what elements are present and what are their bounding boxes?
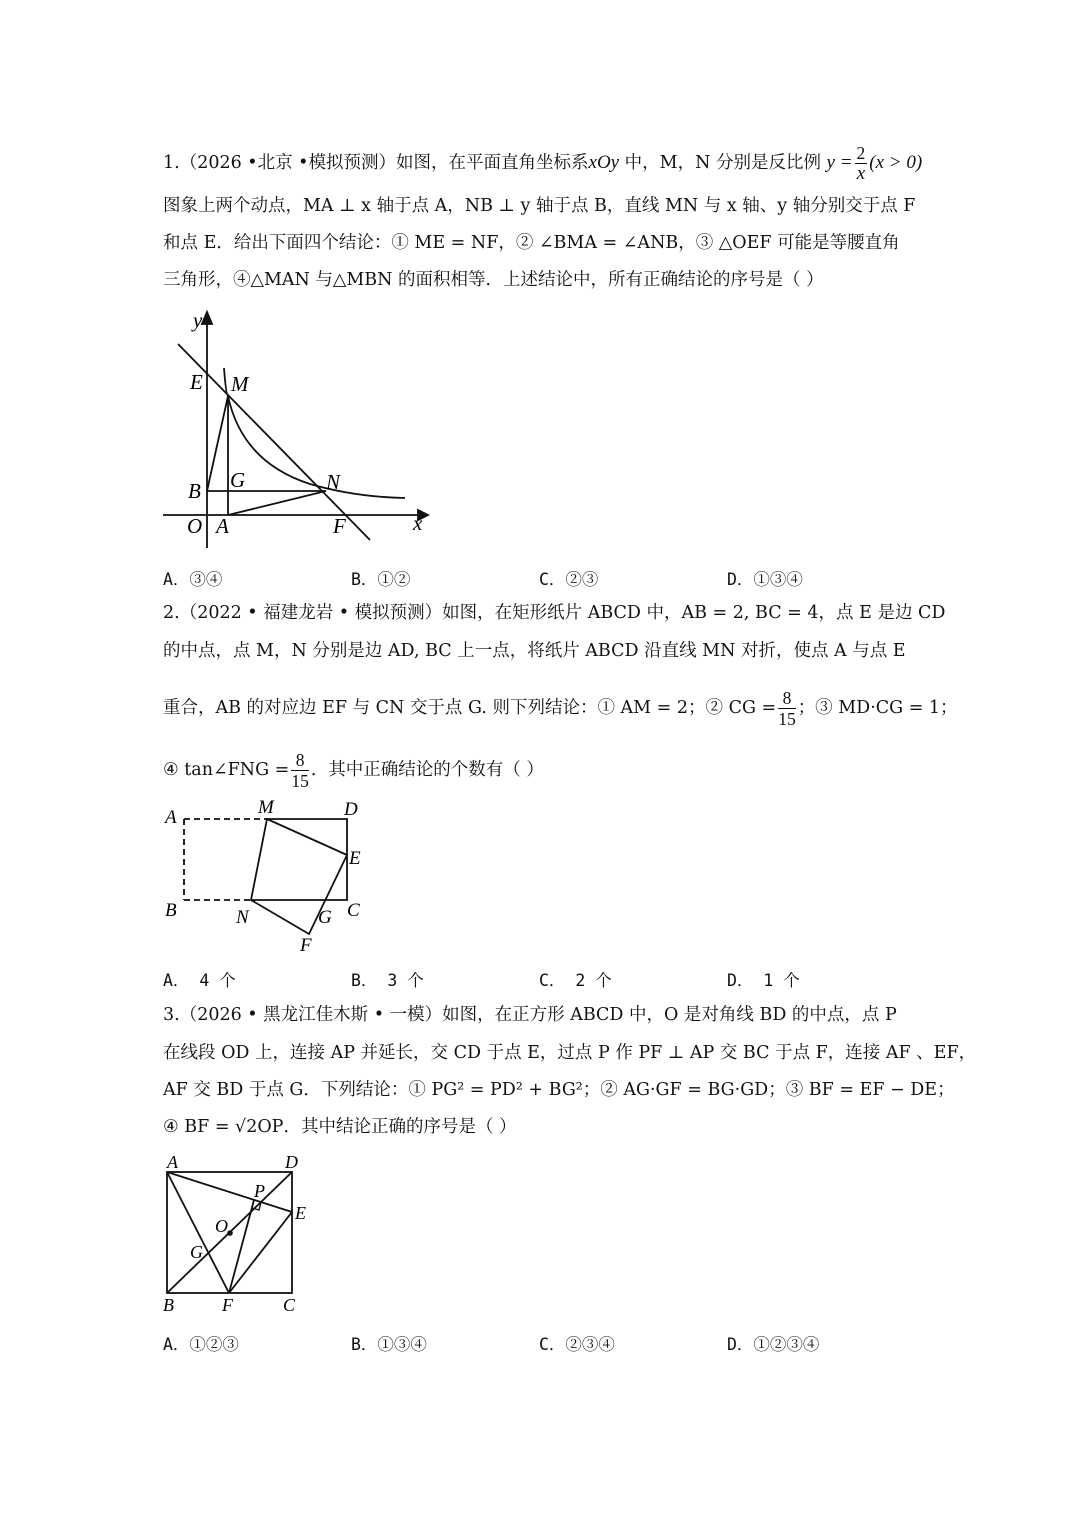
q1-label-A: A (216, 514, 229, 538)
q1-line-1 (163, 143, 922, 184)
q2-line-3 (163, 688, 958, 729)
q3-line-3: AF 交 BD 于点 G．下列结论：① PG² = PD² + BG²；② AG·GF = BG·GD；③ BF = EF − DE； (163, 1080, 955, 1100)
q2-cg-fraction (778, 688, 796, 729)
q2-label-N: N (236, 907, 249, 928)
q1-frac-num: 2 (856, 143, 866, 163)
q3-option-d[interactable]: D．①②③④ (727, 1335, 820, 1354)
q2-line-1: 2.（2022 • 福建龙岩 • 模拟预测）如图，在矩形纸片 ABCD 中，AB = 2, BC = 4，点 E 是边 CD (163, 603, 946, 623)
q2-option-a[interactable]: A． 4 个 (163, 971, 236, 990)
q2-option-c[interactable]: C． 2 个 (539, 971, 612, 990)
q3-label-A: A (167, 1152, 178, 1172)
q2-l3-suffix: ；③ MD·CG = 1； (797, 698, 958, 718)
q2-l4-suffix: ．其中正确结论的个数有（ ） (310, 760, 544, 780)
q1-label-G: G (230, 468, 246, 492)
q3-label-P: P (254, 1181, 265, 1201)
q2-label-E: E (349, 848, 361, 869)
q2-cg-den: 15 (778, 709, 796, 729)
q2-label-A: A (165, 807, 177, 828)
q2-label-C: C (347, 900, 360, 921)
q2-label-B: B (165, 900, 177, 921)
q2-figure (155, 795, 375, 960)
q1-label-x: x (413, 511, 423, 535)
q3-option-c[interactable]: C．②③④ (539, 1335, 615, 1354)
q3-label-D: D (285, 1152, 298, 1172)
q3-label-C: C (283, 1295, 296, 1315)
q1-label-B: B (188, 479, 201, 503)
q2-label-G: G (318, 907, 332, 928)
q2-cg-num: 8 (778, 688, 796, 709)
q1-option-a[interactable]: A．③④ (163, 570, 223, 589)
q1-option-c[interactable]: C．②③ (539, 570, 599, 589)
q2-label-M: M (258, 797, 274, 818)
q3-label-O: O (215, 1216, 228, 1236)
q2-option-d[interactable]: D． 1 个 (727, 971, 800, 990)
q2-tan-den: 15 (291, 771, 309, 791)
q1-figure (150, 300, 450, 560)
q1-option-d[interactable]: D．①③④ (727, 570, 803, 589)
q2-l4-prefix: ④ tan∠FNG = (163, 760, 290, 780)
q2-tan-fraction (291, 750, 309, 791)
q3-option-a[interactable]: A．①②③ (163, 1335, 239, 1354)
q1-y-equals: y = (826, 152, 853, 173)
q1-line-4: 三角形，④△MAN 与△MBN 的面积相等．上述结论中，所有正确结论的序号是（ ） (163, 270, 824, 290)
q1-line-2: 图象上两个动点，MA ⊥ x 轴于点 A，NB ⊥ y 轴于点 B，直线 MN 与 x 轴、y 轴分别交于点 F (163, 196, 916, 216)
q1-label-N: N (326, 470, 341, 494)
q3-line-1: 3.（2026 • 黑龙江佳木斯 • 一模）如图，在正方形 ABCD 中，O 是对角线 BD 的中点，点 P (163, 1005, 897, 1025)
q2-option-b[interactable]: B． 3 个 (351, 971, 424, 990)
q2-l3-prefix: 重合，AB 的对应边 EF 与 CN 交于点 G. 则下列结论：① AM = 2；② CG = (163, 698, 777, 718)
q3-center-dot (227, 1230, 233, 1236)
q3-label-G: G (190, 1242, 203, 1262)
q1-label-y: y (193, 308, 203, 332)
q1-label-F: F (333, 514, 346, 538)
q1-frac-den: x (856, 163, 866, 184)
q3-figure (155, 1148, 325, 1318)
q3-label-B: B (163, 1295, 174, 1315)
q1-label-E: E (190, 370, 203, 394)
q2-label-F: F (300, 935, 312, 956)
q2-label-D: D (344, 799, 358, 820)
q1-fraction (855, 143, 868, 184)
q3-line-2: 在线段 OD 上，连接 AP 并延长，交 CD 于点 E，过点 P 作 PF ⊥ AP 交 BC 于点 F，连接 AF 、EF， (163, 1043, 977, 1063)
q1-label-O: O (187, 514, 203, 538)
q1-stem-mid: 中，M，N 分别是反比例 (619, 153, 827, 173)
q3-option-b[interactable]: B．①③④ (351, 1335, 427, 1354)
q3-line-4: ④ BF = √2OP．其中结论正确的序号是（ ） (163, 1117, 517, 1137)
q3-label-E: E (295, 1203, 306, 1223)
q1-option-b[interactable]: B．①② (351, 570, 411, 589)
q1-xoy: xOy (588, 152, 620, 173)
q1-line-3: 和点 E．给出下面四个结论：① ME = NF，② ∠BMA = ∠ANB，③ △OEF 可能是等腰直角 (163, 233, 900, 253)
q1-stem-prefix: 1.（2026 •北京 •模拟预测）如图，在平面直角坐标系 (163, 153, 589, 173)
q1-label-M: M (231, 372, 249, 396)
q1-condition: (x > 0) (869, 152, 923, 173)
q2-line-4 (163, 750, 544, 791)
q3-label-F: F (222, 1295, 233, 1315)
q2-tan-num: 8 (291, 750, 309, 771)
q2-line-2: 的中点，点 M，N 分别是边 AD, BC 上一点，将纸片 ABCD 沿直线 MN 对折，使点 A 与点 E (163, 641, 906, 661)
